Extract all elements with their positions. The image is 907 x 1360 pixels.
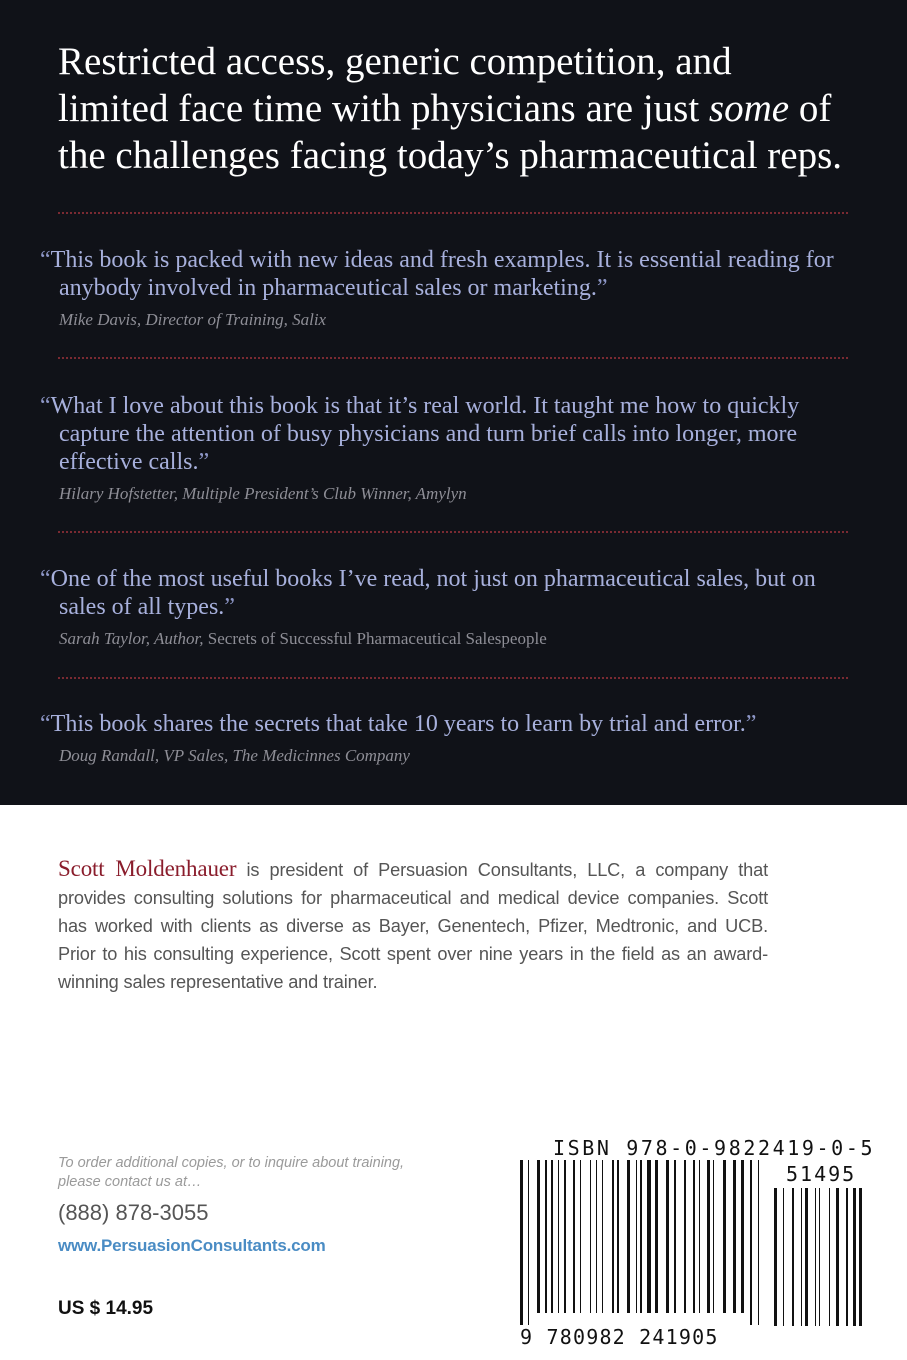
barcode-bar	[750, 1160, 752, 1325]
open-quote-mark: “	[40, 711, 51, 737]
barcode-addon-digits: 51495	[786, 1162, 857, 1186]
author-name: Scott Moldenhauer	[58, 856, 237, 881]
barcode-bar	[836, 1188, 839, 1326]
testimonial	[40, 565, 860, 649]
barcode-bar	[801, 1188, 802, 1326]
addon-barcode	[772, 1188, 872, 1348]
barcode-bar	[853, 1188, 856, 1326]
close-quote-mark: ”	[224, 594, 235, 620]
testimonial-quote	[40, 565, 860, 621]
barcode-bar	[558, 1160, 559, 1313]
barcode-bar	[733, 1160, 736, 1313]
open-quote-mark: “	[40, 566, 51, 592]
testimonial-quote	[40, 392, 860, 476]
testimonial-quote-text: This book shares the secrets that take 10 years to learn by trial and error.	[50, 711, 746, 737]
barcode-bar	[774, 1188, 777, 1326]
headline	[58, 38, 858, 179]
divider	[58, 677, 848, 679]
addon-bars	[774, 1188, 862, 1326]
barcode-bar	[627, 1160, 630, 1313]
ean-bars	[520, 1160, 759, 1325]
barcode-bar	[741, 1160, 744, 1313]
barcode-bar	[551, 1160, 553, 1313]
book-title: Secrets of Successful Pharmaceutical Salespeople	[207, 629, 547, 648]
barcode-bar	[564, 1160, 566, 1313]
barcode-bar	[723, 1160, 726, 1313]
phone-number: (888) 878-3055	[58, 1200, 209, 1225]
barcode-bar	[805, 1188, 808, 1326]
testimonial-quote-text: One of the most useful books I’ve read, not just on pharmaceutical sales, but on sales of all types.	[50, 566, 816, 620]
barcode-bar	[693, 1160, 695, 1313]
barcode-bar	[647, 1160, 651, 1313]
divider	[58, 212, 848, 214]
barcode-bar	[707, 1160, 710, 1313]
ean-digits: 9 780982 241905	[520, 1325, 719, 1349]
barcode-bar	[580, 1160, 581, 1313]
barcode-bar	[612, 1160, 614, 1313]
barcode-bar	[640, 1160, 642, 1313]
barcode-bar	[666, 1160, 669, 1313]
open-quote-mark: “	[40, 393, 51, 419]
price-label: US $ 14.95	[58, 1298, 154, 1319]
order-note-line-2: please contact us at…	[58, 1174, 202, 1190]
barcode-bar	[590, 1160, 591, 1313]
isbn-label: ISBN 978-0-9822419-0-5	[553, 1136, 876, 1160]
attribution-name: Sarah Taylor, Author,	[59, 629, 204, 648]
website-link[interactable]: www.PersuasionConsultants.com	[58, 1236, 326, 1255]
testimonial-quote	[40, 710, 860, 738]
testimonial-quote-text: This book is packed with new ideas and fresh examples. It is essential reading for anybody involved in pharmaceutical sales or marketing.	[50, 247, 834, 301]
barcode-bar	[846, 1188, 848, 1326]
testimonial-attribution	[40, 629, 860, 649]
headline-line-2-end: of	[789, 87, 832, 130]
author-bio-text: is president of Persuasion Consultants, LLC, a company that provides consulting solutions for pharmaceutical and medical device companies. Scott has worked with clients as diverse as Bayer, Genentech, Pfizer, Medtronic, and UCB. Prior to his consulting experience, Scott spent over nine years in the field as an award-winning sales representative and trainer.	[58, 860, 768, 992]
barcode-bar	[596, 1160, 597, 1313]
barcode-bar	[859, 1188, 862, 1326]
barcode-bar	[674, 1160, 676, 1313]
headline-line-3: the challenges facing today’s pharmaceutical reps.	[58, 134, 842, 177]
testimonial	[40, 246, 860, 330]
headline-line-1: Restricted access, generic competition, and	[58, 40, 732, 83]
barcode-bar	[636, 1160, 637, 1313]
testimonial	[40, 392, 860, 504]
headline-line-2	[58, 85, 858, 132]
barcode-bar	[783, 1188, 784, 1326]
divider	[58, 357, 848, 359]
barcode-bar	[520, 1160, 523, 1325]
barcode-bar	[792, 1188, 794, 1326]
testimonial	[40, 710, 860, 766]
divider	[58, 531, 848, 533]
testimonial-quote	[40, 246, 860, 302]
testimonial-attribution: Mike Davis, Director of Training, Salix	[59, 310, 327, 329]
barcode-bar	[537, 1160, 540, 1313]
barcode-bar	[819, 1188, 820, 1326]
order-note-line-1: To order additional copies, or to inquire about training,	[58, 1155, 405, 1171]
barcode-bar	[815, 1188, 816, 1326]
close-quote-mark: ”	[745, 711, 757, 737]
barcode-bar	[758, 1160, 759, 1325]
author-bio	[58, 855, 768, 996]
barcode-bar	[528, 1160, 529, 1325]
testimonial-quote-text: What I love about this book is that it’s real world. It taught me how to quickly capture the attention of busy physicians and turn brief calls into longer, more effective calls.	[50, 393, 800, 475]
barcode-bar	[829, 1188, 830, 1326]
order-note	[58, 1154, 418, 1192]
testimonial-attribution: Hilary Hofstetter, Multiple President’s Club Winner, Amylyn	[59, 484, 467, 503]
close-quote-mark: ”	[596, 275, 608, 301]
barcode-bar	[713, 1160, 714, 1313]
headline-line-2-start: limited face time with physicians are just	[58, 87, 709, 130]
barcode-bar	[617, 1160, 619, 1313]
barcode-bar	[655, 1160, 658, 1313]
barcode-bar	[573, 1160, 575, 1313]
ean-barcode	[518, 1160, 770, 1325]
barcode-bar	[684, 1160, 686, 1313]
barcode-bar	[602, 1160, 603, 1313]
close-quote-mark: ”	[198, 449, 210, 475]
barcode-bar	[699, 1160, 700, 1313]
headline-emphasis: some	[708, 87, 790, 130]
testimonial-attribution: Doug Randall, VP Sales, The Medicinnes Company	[59, 746, 410, 765]
barcode-bar	[545, 1160, 547, 1313]
open-quote-mark: “	[40, 247, 51, 273]
